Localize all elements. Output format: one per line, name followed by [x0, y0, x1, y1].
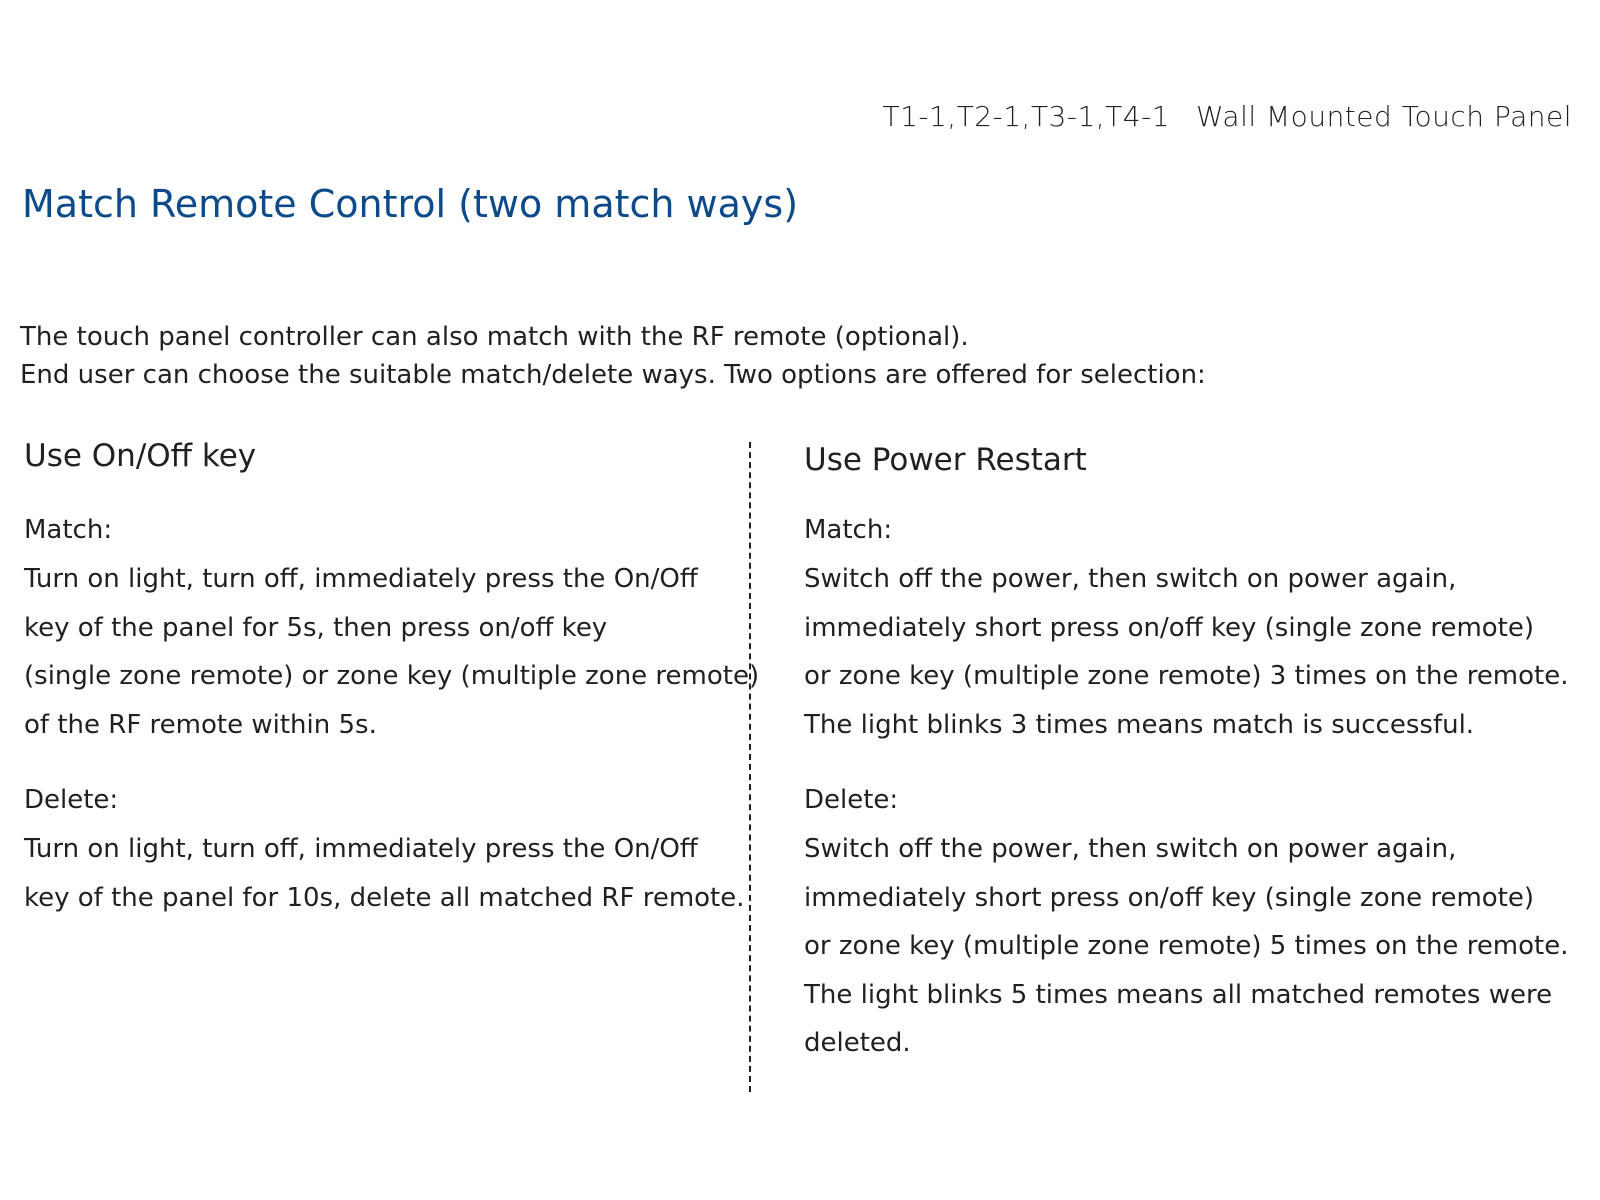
- left-match-line: key of the panel for 5s, then press on/off key: [24, 612, 608, 643]
- left-delete-line: Turn on light, turn off, immediately press the On/Off: [24, 834, 698, 864]
- right-delete-line: immediately short press on/off key (single zone remote): [804, 882, 1535, 913]
- right-match-line: Switch off the power, then switch on power again,: [804, 564, 1457, 594]
- power-restart-heading: Use Power Restart: [804, 442, 1087, 478]
- on-off-key-heading: Use On/Off key: [24, 438, 257, 474]
- left-match-instructions: [24, 555, 759, 749]
- left-delete-line: key of the panel for 10s, delete all matched RF remote.: [24, 882, 745, 913]
- right-match-instructions: [804, 555, 1569, 749]
- right-delete-instructions: [804, 825, 1569, 1068]
- left-match-line: (single zone remote) or zone key (multiple zone remote): [24, 661, 760, 691]
- right-match-label: Match:: [804, 515, 893, 545]
- column-divider: [749, 442, 751, 1092]
- right-match-line: or zone key (multiple zone remote) 3 times on the remote.: [804, 661, 1569, 691]
- left-delete-label: Delete:: [24, 785, 119, 815]
- right-match-line: immediately short press on/off key (single zone remote): [804, 612, 1535, 643]
- left-delete-instructions: [24, 825, 745, 922]
- model-numbers: T1-1,T2-1,T3-1,T4-1: [882, 100, 1171, 133]
- left-match-line: Turn on light, turn off, immediately press the On/Off: [24, 564, 698, 594]
- product-name: Wall Mounted Touch Panel: [1196, 100, 1572, 133]
- intro-line-1: The touch panel controller can also match with the RF remote (optional).: [20, 322, 969, 352]
- right-delete-line: deleted.: [804, 1028, 911, 1058]
- right-match-line: The light blinks 3 times means match is successful.: [804, 709, 1475, 740]
- intro-line-2: End user can choose the suitable match/delete ways. Two options are offered for selection:: [20, 360, 1206, 390]
- left-match-line: of the RF remote within 5s.: [24, 709, 377, 740]
- intro-paragraph: [20, 318, 1206, 394]
- right-delete-line: The light blinks 5 times means all matched remotes were: [804, 979, 1553, 1010]
- page-header: [882, 100, 1572, 133]
- section-title: Match Remote Control (two match ways): [22, 182, 799, 226]
- right-delete-line: Switch off the power, then switch on power again,: [804, 834, 1457, 864]
- right-delete-line: or zone key (multiple zone remote) 5 times on the remote.: [804, 931, 1569, 961]
- left-match-label: Match:: [24, 515, 113, 545]
- right-delete-label: Delete:: [804, 785, 899, 815]
